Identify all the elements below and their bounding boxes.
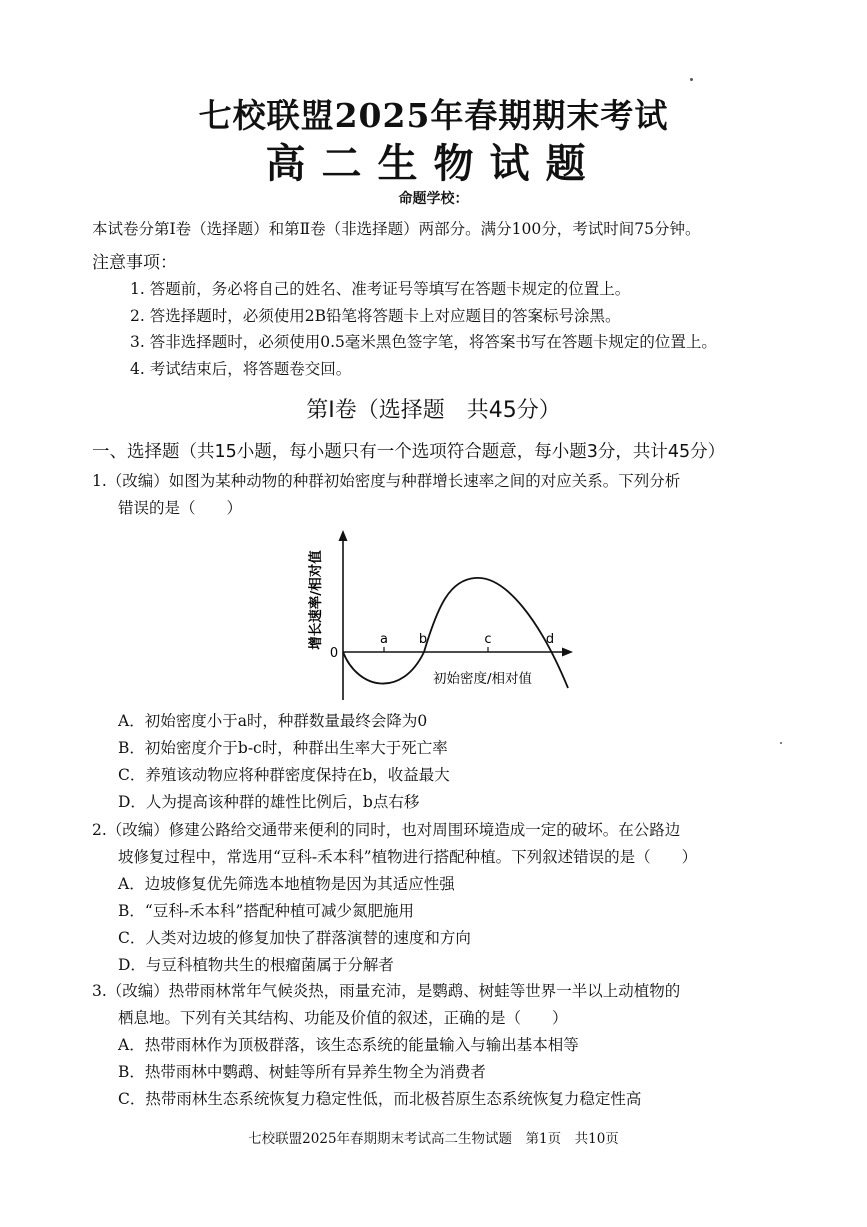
question-2-option-d: D．与豆科植物共生的根瘤菌属于分解者 bbox=[118, 956, 394, 974]
question-2-line-1: 2.（改编）修建公路给交通带来便利的同时，也对周围环境造成一定的破坏。在公路边 bbox=[92, 821, 681, 839]
point-label-d: d bbox=[545, 632, 555, 647]
question-2-option-b: B．“豆科-禾本科”搭配种植可减少氮肥施用 bbox=[118, 902, 414, 920]
origin-label: 0 bbox=[329, 646, 339, 661]
question-1-option-d: D．人为提高该种群的雄性比例后，b点右移 bbox=[118, 793, 420, 811]
page-footer: 七校联盟2025年春期期末考试高二生物试题 第1页 共10页 bbox=[248, 1131, 619, 1147]
school-label: 命题学校： bbox=[398, 191, 469, 207]
y-axis-label: 增长速率/相对值 bbox=[308, 550, 324, 650]
x-axis-arrow bbox=[562, 648, 573, 657]
question-3-option-a: A．热带雨林作为顶极群落，该生态系统的能量输入与输出基本相等 bbox=[118, 1036, 579, 1054]
note-item: 4. 考试结束后，将答题卷交回。 bbox=[130, 360, 352, 378]
volume-heading: 第Ⅰ卷（选择题 共45分） bbox=[306, 398, 561, 423]
population-graph bbox=[300, 530, 590, 705]
note-item: 1. 答题前，务必将自己的姓名、准考证号等填写在答题卡规定的位置上。 bbox=[130, 280, 631, 298]
point-label-a: a bbox=[380, 632, 388, 647]
question-3-option-c: C．热带雨林生态系统恢复力稳定性低，而北极苔原生态系统恢复力稳定性高 bbox=[118, 1090, 642, 1108]
question-3-line-2: 栖息地。下列有关其结构、功能及价值的叙述，正确的是（ ） bbox=[118, 1009, 568, 1027]
note-item: 3. 答非选择题时，必须使用0.5毫米黑色签字笔，将答案书写在答题卡规定的位置上。 bbox=[130, 333, 717, 351]
question-1-option-b: B．初始密度介于b-c时，种群出生率大于死亡率 bbox=[118, 739, 448, 757]
point-label-c: c bbox=[484, 632, 492, 647]
note-item: 2. 答选择题时，必须使用2B铅笔将答题卡上对应题目的答案标号涂黑。 bbox=[130, 307, 621, 325]
x-axis-label: 初始密度/相对值 bbox=[433, 671, 533, 687]
question-1-option-a: A．初始密度小于a时，种群数量最终会降为0 bbox=[118, 712, 428, 730]
question-2-option-a: A．边坡修复优先筛选本地植物是因为其适应性强 bbox=[118, 875, 455, 893]
question-2-option-c: C．人类对边坡的修复加快了群落演替的速度和方向 bbox=[118, 929, 471, 947]
scan-speck bbox=[780, 742, 782, 744]
section-heading: 一、选择题（共15小题，每小题只有一个选项符合题意，每小题3分，共计45分） bbox=[92, 442, 726, 462]
question-3-line-1: 3.（改编）热带雨林常年气候炎热，雨量充沛，是鹦鹉、树蛙等世界一半以上动植物的 bbox=[92, 982, 681, 1000]
exam-title: 七校联盟2025年春期期末考试 bbox=[198, 96, 669, 135]
scan-speck bbox=[690, 78, 693, 81]
point-label-b: b bbox=[418, 632, 428, 647]
question-1-line-1: 1.（改编）如图为某种动物的种群初始密度与种群增长速率之间的对应关系。下列分析 bbox=[92, 472, 681, 490]
question-1-option-c: C．养殖该动物应将种群密度保持在b，收益最大 bbox=[118, 766, 450, 784]
notes-heading: 注意事项： bbox=[92, 253, 177, 273]
exam-intro: 本试卷分第Ⅰ卷（选择题）和第Ⅱ卷（非选择题）两部分。满分100分，考试时间75分钟。 bbox=[92, 220, 701, 238]
question-2-line-2: 坡修复过程中，常选用“豆科-禾本科”植物进行搭配种植。下列叙述错误的是（ ） bbox=[118, 848, 698, 866]
subject-title: 高二生物试题 bbox=[265, 140, 602, 187]
y-axis-arrow bbox=[339, 530, 348, 541]
question-1-line-2: 错误的是（ ） bbox=[118, 499, 243, 517]
question-3-option-b: B．热带雨林中鹦鹉、树蛙等所有异养生物全为消费者 bbox=[118, 1063, 486, 1081]
